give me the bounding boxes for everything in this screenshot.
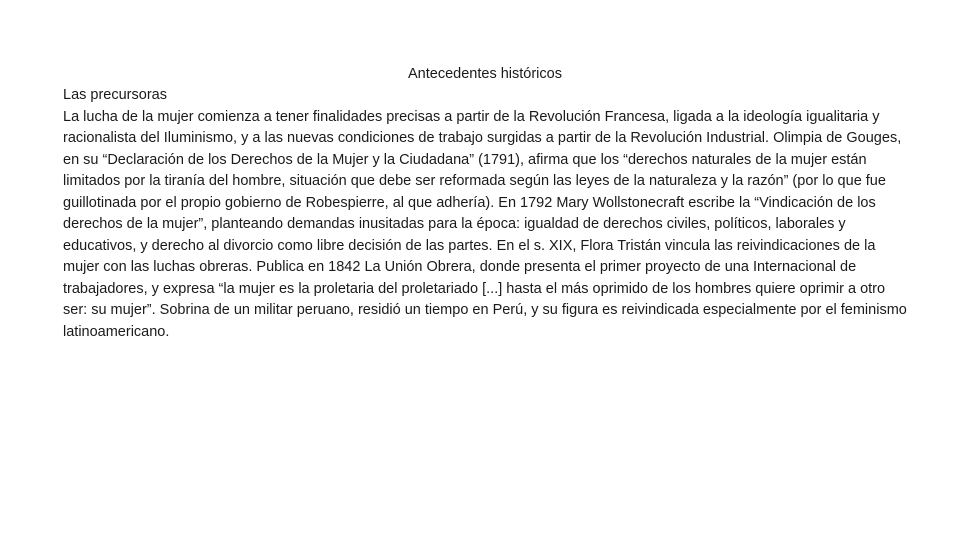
slide-content — [63, 85, 913, 343]
section-subtitle: Las precursoras — [63, 87, 167, 103]
slide-title: Antecedentes históricos — [408, 66, 562, 82]
body-paragraph: La lucha de la mujer comienza a tener finalidades precisas a partir de la Revolución Francesa, ligada a la ideología igualitaria y racionalista del Iluminismo, y a las nuevas condiciones de trabajo surgidas a partir de la Revolución Industrial. Olimpia de Gouges, en su “Declaración de los Derechos de la Mujer y la Ciudadana” (1791), afirma que los “derechos naturales de la mujer están limitados por la tiranía del hombre, situación que debe ser reformada según las leyes de la naturaleza y la razón” (por lo que fue guillotinada por el propio gobierno de Robespierre, al que adhería). En 1792 Mary Wollstonecraft escribe la “Vindicación de los derechos de la mujer”, planteando demandas inusitadas para la época: igualdad de derechos civiles, políticos, laborales y educativos, y derecho al divorcio como libre decisión de las partes. En el s. XIX, Flora Tristán vincula las reivindicaciones de la mujer con las luchas obreras. Publica en 1842 La Unión Obrera, donde presenta el primer proyecto de una Internacional de trabajadores, y expresa “la mujer es la proletaria del proletariado [...] hasta el más oprimido de los hombres quiere oprimir a otro ser: su mujer”. Sobrina de un militar peruano, residió un tiempo en Perú, y su figura es reivindicada especialmente por el feminismo latinoamericano. — [63, 108, 907, 340]
